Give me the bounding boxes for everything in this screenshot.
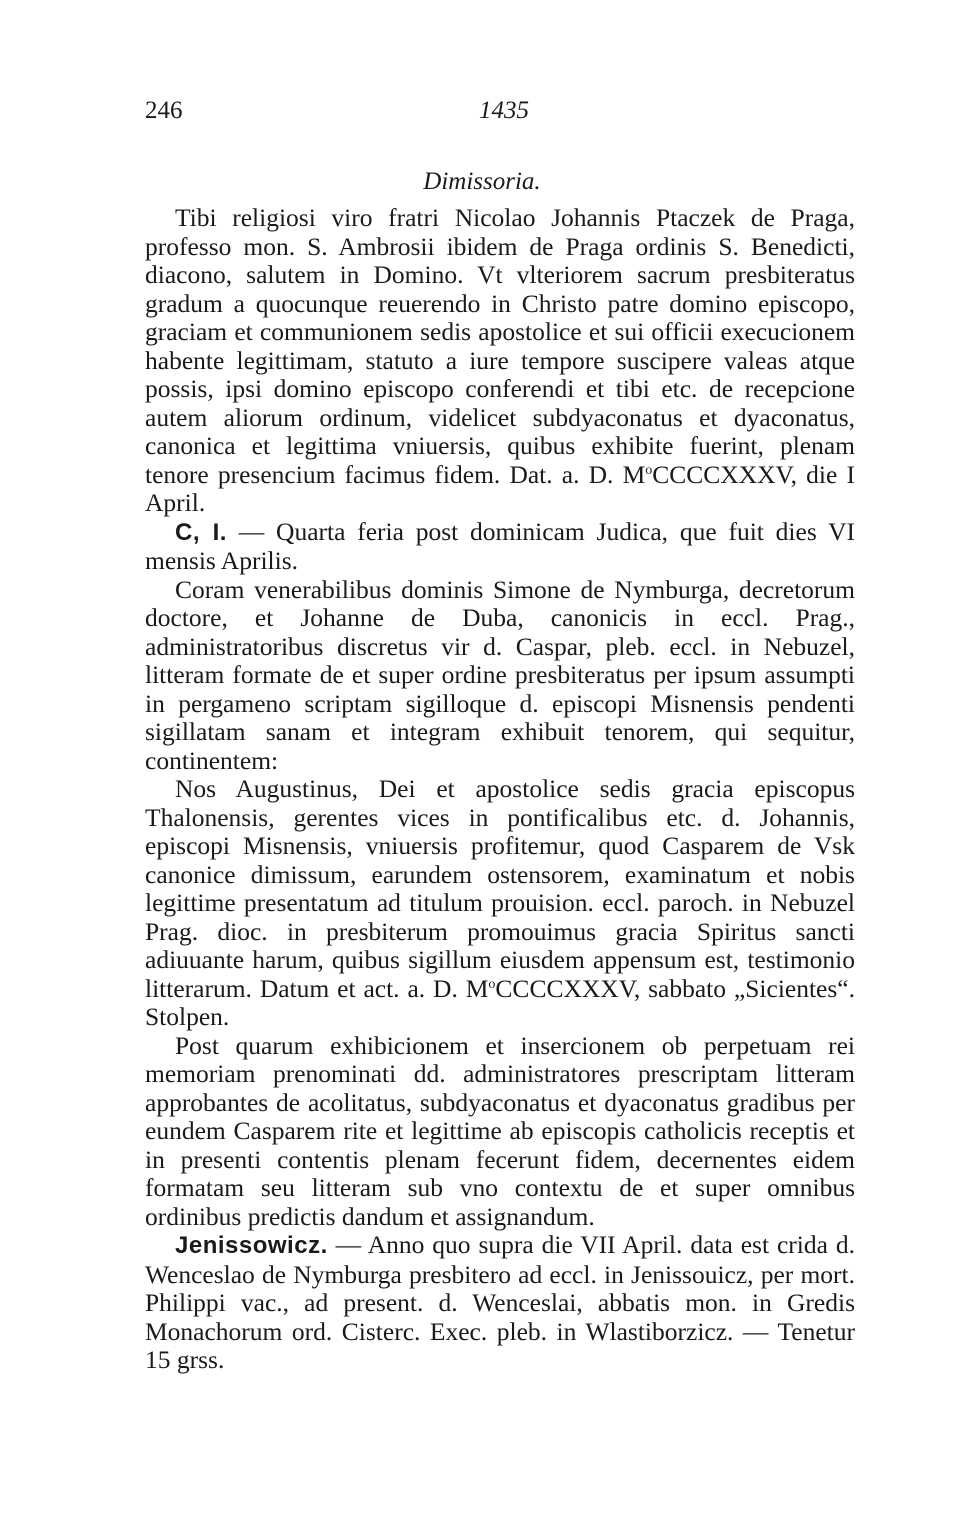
paragraph-text: — Anno quo supra die VII April. data est crida d. Wenceslao de Nymburga presbitero ad eccl. in Jenissouicz, per mort. Philippi vac., ad present. d. Wenceslai, abbatis mon. in Gredis Monachorum ord. Cisterc. Exec. pleb. in Wlastiborzicz. — Tenetur 15 grss. xyxy=(145,1230,855,1374)
running-header xyxy=(145,97,858,129)
paragraph-entry-c-i xyxy=(145,518,855,576)
paragraph-text: Tibi religiosi viro fratri Nicolao Johannis Ptaczek de Praga, professo mon. S. Ambrosii ibidem de Praga ordinis S. Benedicti, diacono, salutem in Domino. Vt vlteriorem sacrum presbiteratus gradum a quocunque reuerendo in Christo patre domino episcopo, graciam et communionem sedis apostolice et sui officii execucionem habente legittimam, statuto a iure tempore suscipere valeas atque possis, ipsi domino episcopo conferendi et tibi etc. de recepcione autem aliorum ordinum, videlicet subdyaconatus et dyaconatus, canonica et legittima vniuersis, quibus exhibite fuerint, plenam tenore presencium facimus fidem. Dat. a. D. M xyxy=(145,203,855,489)
paragraph-text: CCCCXXXV, sabbato „Sicientes“. Stolpen. xyxy=(145,973,855,1031)
paragraph-text: Nos Augustinus, Dei et apostolice sedis gracia episcopus Thalonensis, gerentes vices in pontificalibus etc. d. Johannis, episcopi Misnensis, vniuersis profitemur, quod Casparem de Vsk canonice dimissum, earundem ostensorem, examinatum et nobis legittime presentatum ad titulum prouision. eccl. paroch. in Nebuzel Prag. dioc. in presbiterum promouimus gracia Spiritus sancti adiuuante harum, quibus sigillum eiusdem appensum est, testimonio litterarum. Datum et act. a. D. M xyxy=(145,774,855,1003)
paragraph-nos-augustinus xyxy=(145,775,855,1032)
paragraph-text: — Quarta feria post dominicam Judica, que fuit dies VI mensis Aprilis. xyxy=(145,516,855,575)
section-title: Dimissoria. xyxy=(423,168,541,195)
paragraph-text: Post quarum exhibicionem et insercionem ob perpetuam rei memoriam prenominati dd. administratores prescriptam litteram approbantes de acolitatus, subdyaconatus et dyaconatus gradibus per eundem Casparem rite et legittime ab episcopis catholicis receptis et in presenti contentis plenam fecerunt fidem, decernentes eidem formatam seu litteram sub vno contextu de et super omnibus ordinibus predictis dandum et assignandum. xyxy=(145,1030,855,1231)
paragraph-dimissoria xyxy=(145,204,855,518)
superscript: o xyxy=(488,976,496,992)
document-body xyxy=(145,204,855,1375)
entry-lead: C, I. xyxy=(175,518,227,546)
superscript: o xyxy=(645,462,653,478)
entry-lead: Jenissowicz. xyxy=(175,1232,328,1259)
paragraph-coram xyxy=(145,576,855,776)
paragraph-post-quarum xyxy=(145,1032,855,1232)
paragraph-text: CCCCXXXV, die I April. xyxy=(145,459,855,517)
paragraph-text: Coram venerabilibus dominis Simone de Nymburga, decretorum doctore, et Johanne de Duba, canonicis in eccl. Prag., administratoribus discretus vir d. Caspar, pleb. eccl. in Nebuzel, litteram formate de et super ordine presbiteratus per ipsum assumpti in pergameno scriptam sigilloque d. episcopi Misnensis pendenti sigillatam sanam et integram exhibuit tenorem, qui sequitur, continentem: xyxy=(145,574,855,775)
running-header-year: 1435 xyxy=(479,97,529,124)
paragraph-entry-jenissowicz xyxy=(145,1231,855,1375)
page-number: 246 xyxy=(145,97,183,124)
